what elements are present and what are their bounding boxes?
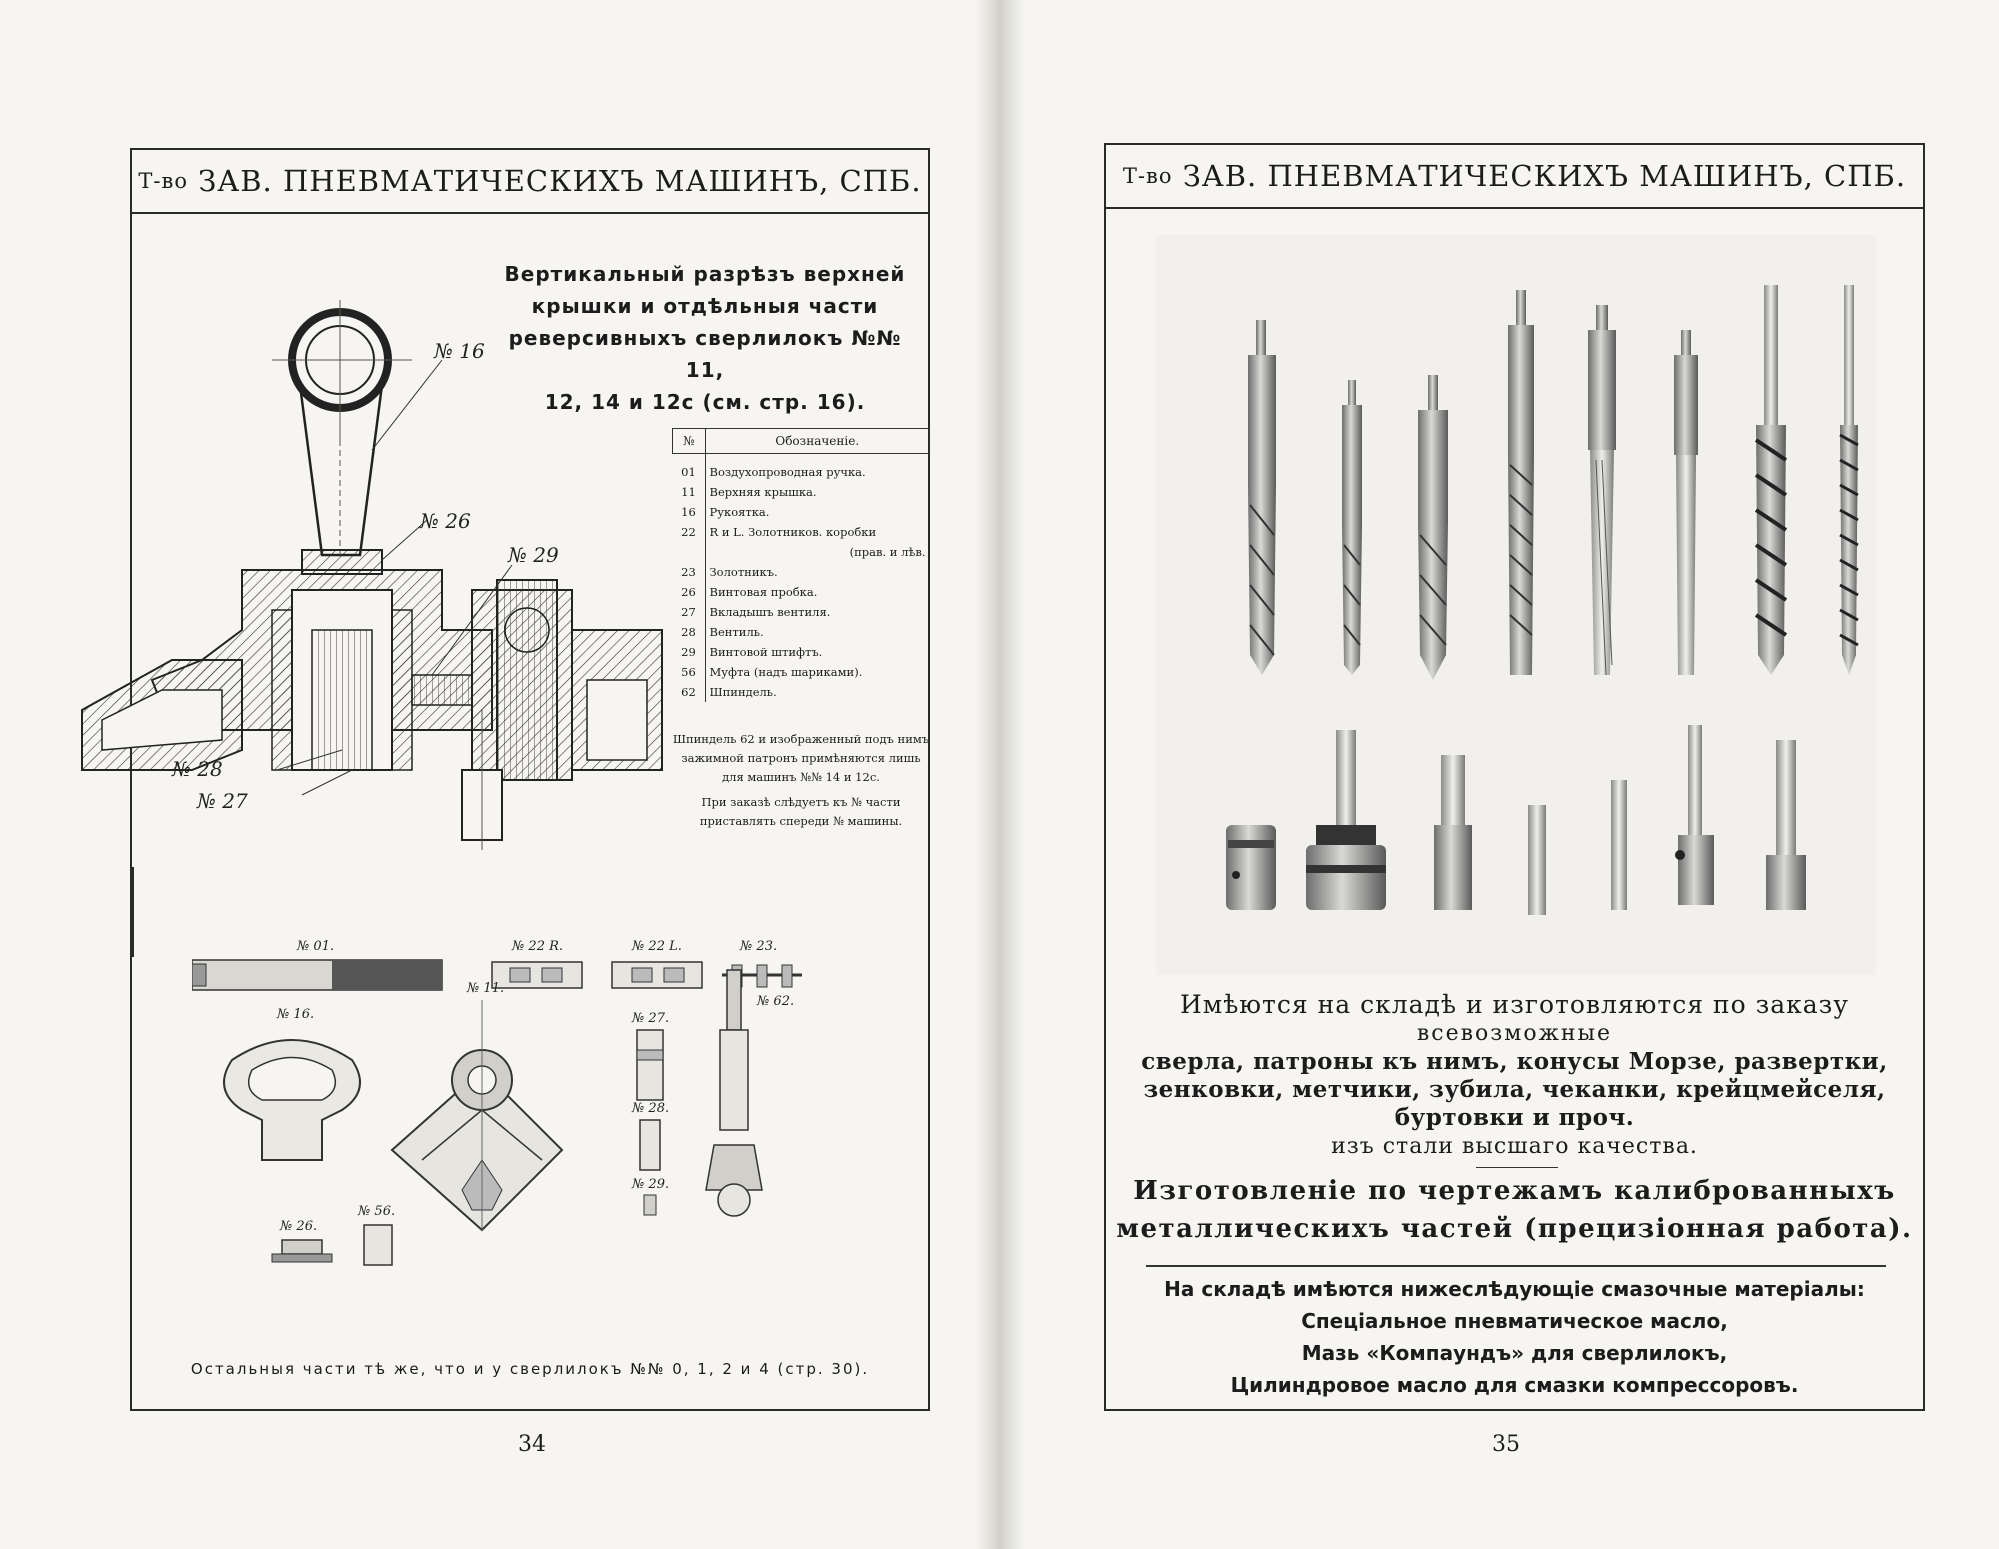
table-row: 11 Верхняя крышка. [673,482,930,502]
cross-section-drawing [42,210,682,850]
table-row: 22 R и L. Золотников. коробки [673,522,930,542]
table-row: 23 Золотникъ. [673,562,930,582]
lubricant-line: Мазь «Компаундъ» для сверлилокъ, [1301,1341,1728,1365]
page-35 [1024,0,1999,1549]
header-prefix: Т-во [1122,164,1173,188]
footer-note: Остальныя части тѣ же, что и у сверлилокъ №№ 0, 1, 2 и 4 (стр. 30). [190,1360,870,1378]
page-34 [0,0,976,1549]
divider-line [132,867,134,957]
caption-line: реверсивныхъ сверлилокъ №№ 11, [508,326,902,382]
part-label-22r: № 22 R. [512,939,564,954]
chuck-with-taper [1766,740,1806,910]
stock-text [1106,990,1923,1162]
callout-16: № 16 [434,339,485,363]
stock-line-6: изъ стали высшаго качества. [1331,1134,1698,1159]
lubricant-line: Спеціальное пневматическое масло, [1301,1309,1728,1333]
tools-photograph [1156,235,1876,975]
lubricants-text [1106,1273,1923,1401]
twist-drill [1248,320,1276,675]
chuck-with-taper [1306,730,1386,910]
table-row: 27 Вкладышъ вентиля. [673,602,930,622]
part-label-26: № 26. [280,1219,318,1234]
header-prefix: Т-во [138,169,188,193]
page-number: 34 [518,1432,546,1457]
morse-taper-sleeve [1434,755,1472,910]
part-label-28: № 28. [632,1101,670,1116]
page-number: 35 [1492,1432,1520,1457]
callout-27: № 27 [197,789,248,813]
table-row: 62 Шпиндель. [673,682,930,702]
table-header-name: Обозначеніе. [705,429,930,454]
part-label-23: № 23. [740,939,778,954]
auger-bit [1840,285,1858,675]
reamer [1588,305,1616,675]
part-label-29: № 29. [632,1177,670,1192]
page-header [1106,145,1923,209]
part-label-22l: № 22 L. [632,939,682,954]
table-header-no: № [673,429,706,454]
stock-line-5: буртовки и проч. [1394,1104,1635,1131]
table-row: 28 Вентиль. [673,622,930,642]
divider-long [1146,1265,1886,1267]
divider-short [1476,1167,1558,1168]
reamer [1674,330,1698,675]
parts-drawings [192,930,892,1350]
stock-line-2: всевозможные [1416,1021,1613,1046]
stock-line-4: зенковки, метчики, зубила, чеканки, крейцмейселя, [1143,1076,1886,1103]
table-row: 56 Муфта (надъ шариками). [673,662,930,682]
part-label-27: № 27. [632,1011,670,1026]
part-label-01: № 01. [297,939,335,954]
table-row: (прав. и лѣв. [673,542,930,562]
callout-26: № 26 [420,509,471,533]
part-label-56: № 56. [358,1204,396,1219]
manufacturing-line: металлическихъ частей (прецизіонная работа). [1116,1214,1913,1244]
caption-line: Вертикальный разрѣзъ верхней [504,262,906,286]
book-gutter [976,0,1024,1549]
morse-taper-sleeve [1528,805,1546,915]
table-row: 16 Рукоятка. [673,502,930,522]
caption-line: крышки и отдѣльныя части [531,294,879,318]
callout-28: № 28 [172,757,223,781]
table-row: 26 Винтовая пробка. [673,582,930,602]
morse-taper-sleeve [1611,780,1627,910]
stock-line-1: Имѣются на складѣ и изготовляются по заказу [1179,990,1850,1019]
table-row: 29 Винтовой штифтъ. [673,642,930,662]
drill-chuck [1226,825,1276,910]
header-title: ЗАВ. ПНЕВМАТИЧЕСКИХЪ МАШИНЪ, СПБ. [198,164,922,198]
chuck-with-taper [1675,725,1714,905]
lubricant-line: Цилиндровое масло для смазки компрессоровъ. [1230,1373,1799,1397]
twist-drill [1342,380,1362,675]
table-notes [672,730,930,837]
part-label-62: № 62. [757,994,795,1009]
auger-bit [1756,285,1786,675]
parts-table [672,428,930,702]
header-title: ЗАВ. ПНЕВМАТИЧЕСКИХЪ МАШИНЪ, СПБ. [1182,159,1907,193]
note-spindle: Шпиндель 62 и изображенный подъ нимъ зажимной патронъ примѣняются лишь для машинъ №№ 14 и 12с. [672,732,930,784]
page-header [132,150,928,214]
part-label-16: № 16. [277,1007,315,1022]
note-ordering: При заказѣ слѣдуетъ къ № части приставлять спереди № машины. [699,795,903,828]
callout-29: № 29 [508,543,559,567]
part-label-11: № 11. [467,981,505,996]
twist-drill [1508,290,1534,675]
page-frame [1104,143,1925,1411]
manufacturing-line: Изготовленіе по чертежамъ калиброванныхъ [1133,1176,1896,1206]
page-frame [130,148,930,1411]
lubricant-line: На складѣ имѣются нижеслѣдующіе смазочные матеріалы: [1164,1277,1865,1301]
stock-line-3: сверла, патроны къ нимъ, конусы Морзе, развертки, [1141,1048,1888,1075]
twist-drill [1418,375,1448,680]
table-row: 01 Воздухопроводная ручка. [673,462,930,482]
manufacturing-text [1106,1172,1923,1248]
caption-line: 12, 14 и 12с (см. стр. 16). [544,390,866,414]
